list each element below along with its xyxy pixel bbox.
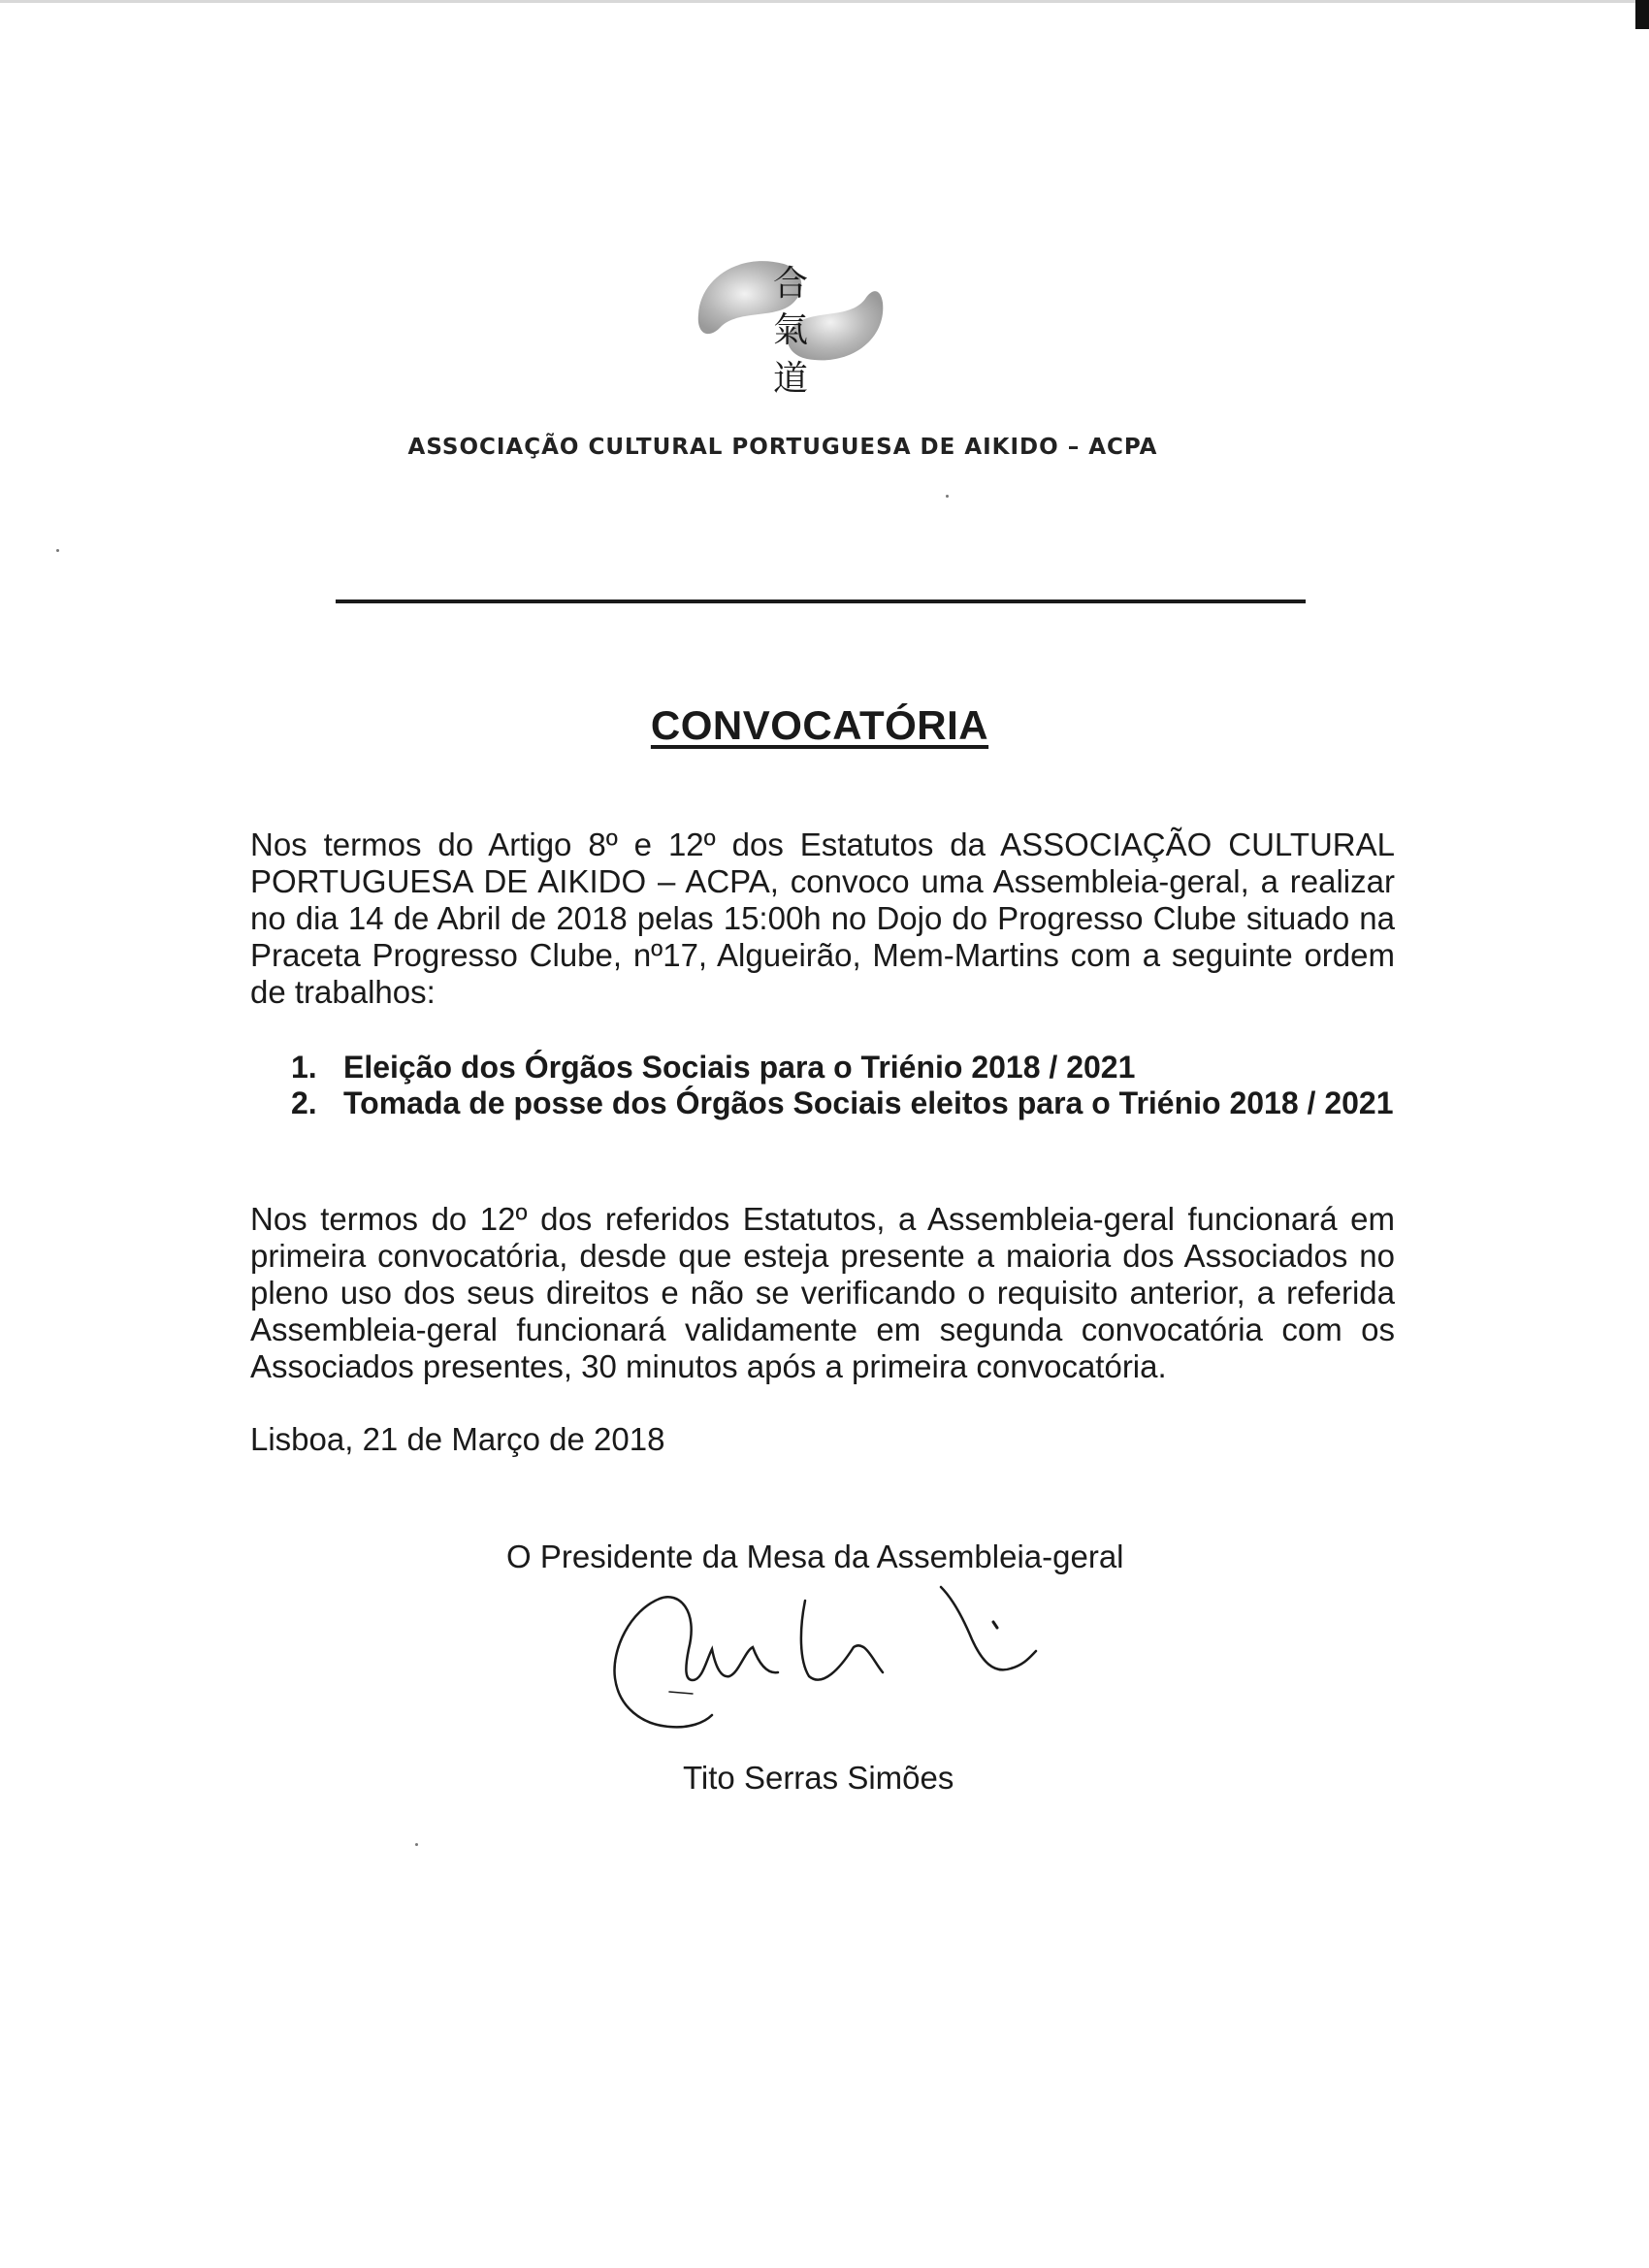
agenda-item-number: 2. bbox=[291, 1085, 317, 1120]
agenda-item-text: Tomada de posse dos Órgãos Sociais eleitos para o Triénio 2018 / 2021 bbox=[343, 1085, 1394, 1120]
scan-speck bbox=[946, 495, 949, 498]
signatory-role: O Presidente da Mesa da Assembleia-geral bbox=[506, 1539, 1124, 1574]
quorum-paragraph: Nos termos do 12º dos referidos Estatutos, a Assembleia-geral funcionará em primeira convocatória, desde que esteja presente a maioria dos Associados no pleno uso dos seus direitos e não se verificando o requisito anterior, a referida Assembleia-geral funcionará validamente em segunda convocatória com os Associados presentes, 30 minutos após a primeira convocatória. bbox=[250, 1201, 1395, 1384]
aikido-logo bbox=[679, 244, 902, 409]
agenda-item bbox=[291, 1085, 1406, 1121]
handwritten-signature bbox=[592, 1571, 1135, 1746]
agenda-item bbox=[291, 1050, 1406, 1085]
place-date: Lisboa, 21 de Março de 2018 bbox=[250, 1421, 665, 1457]
organization-name: ASSOCIAÇÃO CULTURAL PORTUGUESA DE AIKIDO – ACPA bbox=[407, 435, 1158, 460]
scan-edge bbox=[0, 0, 1649, 3]
agenda-item-text: Eleição dos Órgãos Sociais para o Triénio 2018 / 2021 bbox=[343, 1050, 1136, 1085]
scan-corner-mark bbox=[1635, 0, 1649, 29]
agenda-item-number: 1. bbox=[291, 1050, 317, 1085]
signatory-name: Tito Serras Simões bbox=[683, 1760, 954, 1796]
intro-paragraph: Nos termos do Artigo 8º e 12º dos Estatutos da ASSOCIAÇÃO CULTURAL PORTUGUESA DE AIKIDO – ACPA, convoco uma Assembleia-geral, a realizar no dia 14 de Abril de 2018 pelas 15:00h no Dojo do Progresso Clube situado na Praceta Progresso Clube, nº17, Algueirão, Mem-Martins com a seguinte ordem de trabalhos: bbox=[250, 826, 1395, 1010]
logo-glyph-do: 道 bbox=[772, 359, 809, 399]
logo-glyph-ki: 氣 bbox=[772, 310, 809, 350]
logo-glyph-ai: 合 bbox=[772, 264, 809, 304]
scan-speck bbox=[56, 549, 59, 552]
header-divider bbox=[336, 599, 1306, 603]
scan-speck bbox=[415, 1843, 418, 1846]
document-title: CONVOCATÓRIA bbox=[650, 702, 989, 748]
agenda-list bbox=[291, 1050, 1406, 1121]
